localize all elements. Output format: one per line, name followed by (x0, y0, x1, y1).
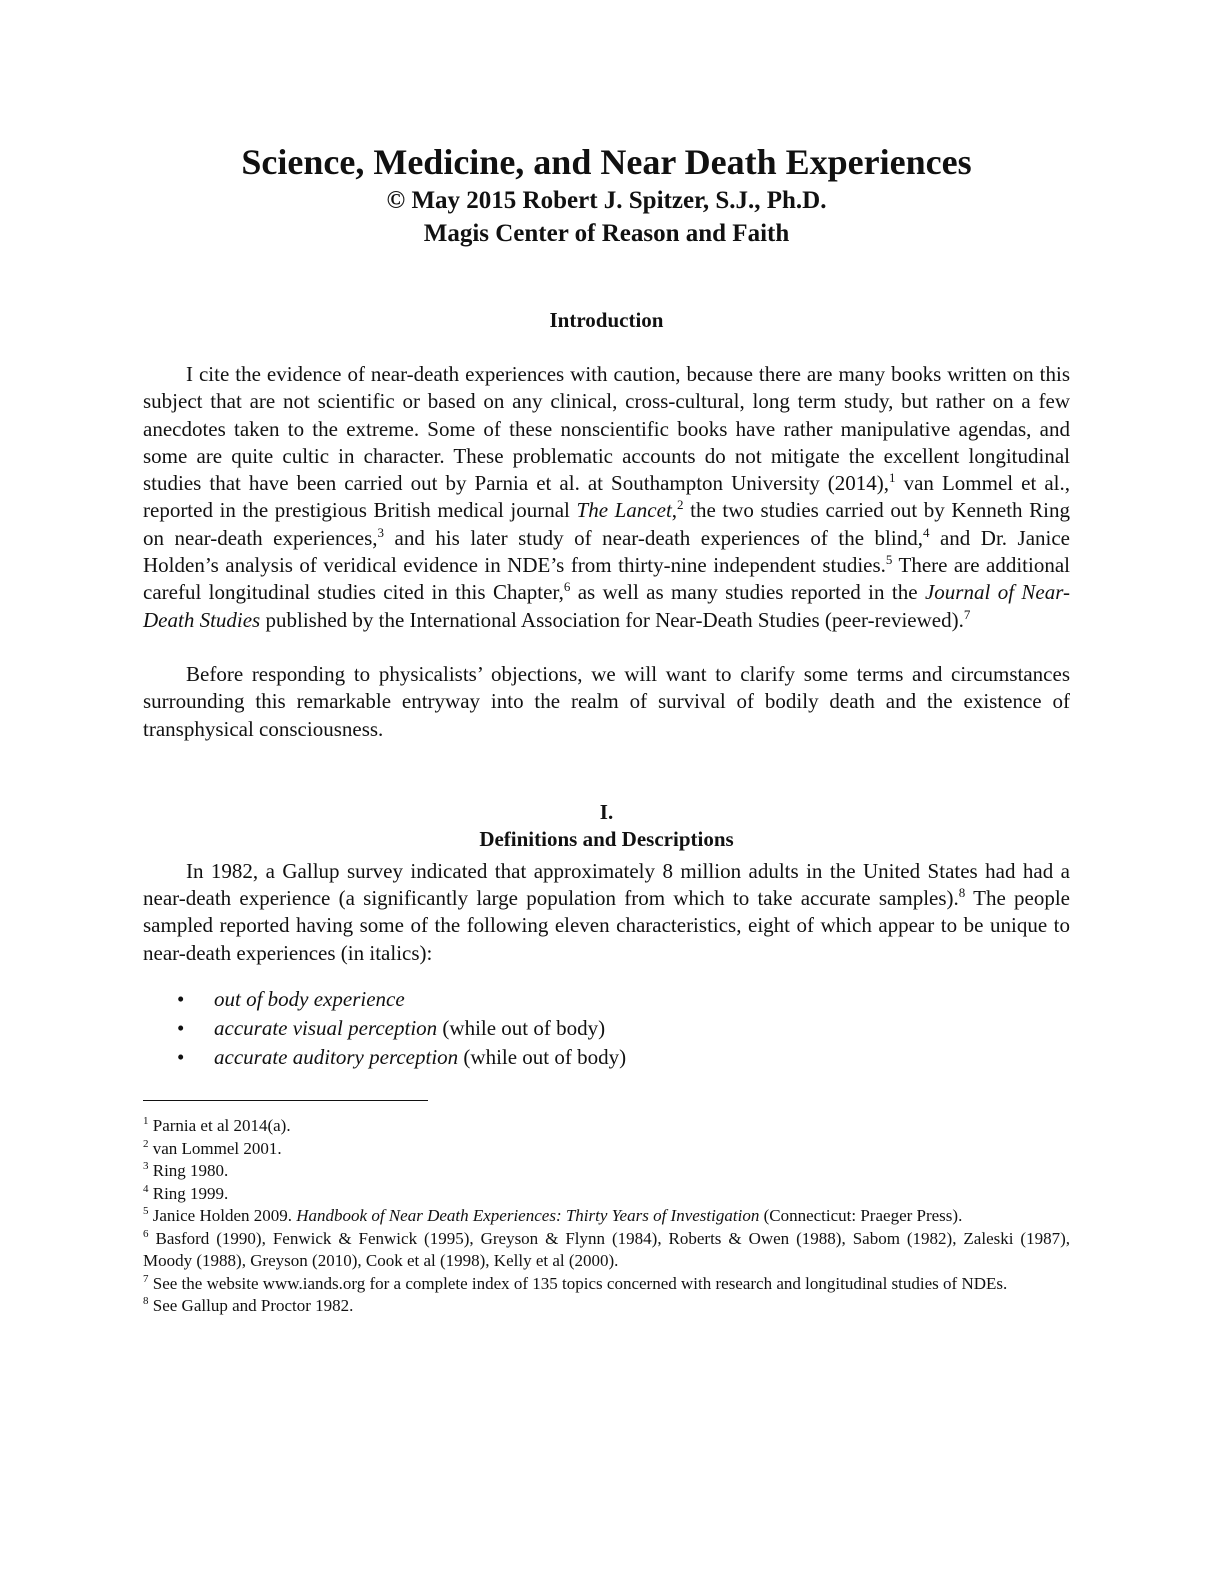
text-run: and Dr. Janice Holden’s analysis of veridical evidence in NDE’s from thirty-nine independent studies. (143, 525, 1070, 578)
text-run: In 1982, a Gallup survey indicated that approximately 8 million adults in the United States had had a near-death experience (a significantly large population from which to take accurate samples). (143, 858, 1070, 911)
footnote-number: 4 (143, 1182, 149, 1195)
list-item (143, 1014, 1070, 1043)
introduction-paragraph-2: Before responding to physicalists’ objections, we will want to clarify some terms and circumstances surrounding this remarkable entryway into the realm of survival of bodily death and the existence of transphysical consciousness. (143, 661, 1070, 741)
footnote-text: Basford (1990), Fenwick & Fenwick (1995), Greyson & Flynn (1984), Roberts & Owen (1988), Sabom (1982), Zaleski (1987), Moody (1988), Greyson (2010), Cook et al (1998), Kelly et al (2000). (143, 1228, 1071, 1271)
section-numeral: I. (599, 799, 614, 824)
footnote-text: See Gallup and Proctor 1982. (152, 1296, 354, 1316)
introduction-heading: Introduction (549, 308, 664, 332)
footnote-number: 5 (143, 1205, 149, 1218)
footnote-number: 8 (143, 1295, 149, 1308)
footnote-5 (143, 1205, 1070, 1228)
text-run: as well as many studies reported in the (570, 580, 925, 605)
text-run: , (671, 498, 678, 523)
list-item-italic: out of body experience (214, 987, 405, 1012)
copyright-line: © May 2015 Robert J. Spitzer, S.J., Ph.D. (386, 187, 827, 214)
organization-line: Magis Center of Reason and Faith (423, 220, 790, 247)
footnote-book-title: Handbook of Near Death Experiences: Thirty Years of Investigation (296, 1206, 760, 1226)
footnote-text: Parnia et al 2014(a). (152, 1116, 291, 1136)
list-item (143, 985, 1070, 1014)
list-item-text: (while out of body) (458, 1045, 627, 1070)
section-heading: Definitions and Descriptions (479, 826, 734, 851)
footnote-text: van Lommel 2001. (152, 1138, 282, 1158)
lancet-title: The Lancet (576, 498, 672, 523)
footnote-3 (143, 1160, 1070, 1183)
list-item-text: (while out of body) (437, 1016, 606, 1041)
document-title: Science, Medicine, and Near Death Experiences (241, 142, 972, 182)
footnote-text: Ring 1999. (152, 1183, 229, 1203)
footnote-6 (143, 1228, 1070, 1273)
footnote-text: Janice Holden 2009. (148, 1206, 297, 1226)
bullet-glyph: • (177, 1016, 185, 1041)
text-run: The people sampled reported having some of the following eleven characteristics, eight of which appear to be unique to near-death experiences (in italics): (143, 886, 1070, 965)
footnote-ref-2: 2 (677, 497, 684, 513)
footnote-number: 1 (143, 1115, 149, 1128)
list-item-italic: accurate visual perception (214, 1016, 438, 1041)
footnote-4 (143, 1183, 1070, 1206)
footnote-ref-8: 8 (958, 885, 966, 901)
text-run: I cite the evidence of near-death experiences with caution, because there are many books written on this subject that are not scientific or based on any clinical, cross-cultural, long term study, but rather on a few anecdotes taken to the extreme. Some of these nonscientific books have rather manipulative agendas, and some are quite cultic in character. These problematic accounts do not mitigate the excellent longitudinal studies that have been carried out by Parnia et al. at Southampton University (2014), (143, 362, 1070, 496)
footnote-7 (143, 1273, 1070, 1296)
footnote-number: 6 (143, 1227, 149, 1240)
footnote-number: 2 (143, 1137, 149, 1150)
characteristics-list (143, 985, 1070, 1072)
introduction-paragraph-1 (143, 361, 1070, 634)
footnotes (143, 1115, 1070, 1318)
list-item (143, 1043, 1070, 1072)
footnote-1 (143, 1115, 1070, 1138)
footnote-ref-7: 7 (963, 606, 971, 622)
list-item-italic: accurate auditory perception (214, 1045, 459, 1070)
page-content (143, 140, 1070, 1318)
footnote-ref-1: 1 (889, 470, 896, 486)
section-paragraph-1 (143, 858, 1070, 967)
bullet-glyph: • (177, 987, 185, 1012)
text-run: and his later study of near-death experiences of the blind, (384, 525, 923, 550)
footnote-8 (143, 1295, 1070, 1318)
text-run: the two studies carried out by Kenneth Ring on near-death experiences, (143, 498, 1070, 550)
footnote-ref-4: 4 (922, 524, 930, 540)
text-run: There are additional careful longitudinal studies cited in this Chapter, (143, 553, 1071, 605)
footnote-ref-5: 5 (885, 552, 893, 568)
footnote-ref-6: 6 (563, 579, 571, 595)
footnote-2 (143, 1138, 1070, 1161)
journal-title: Journal of Near-Death Studies (143, 580, 1070, 632)
footnote-number: 3 (143, 1160, 149, 1173)
footnote-text: Ring 1980. (152, 1161, 229, 1181)
footnote-ref-3: 3 (377, 524, 385, 540)
text-run: published by the International Association for Near-Death Studies (peer-reviewed). (260, 607, 964, 632)
bullet-glyph: • (177, 1045, 185, 1070)
footnote-text: See the website www.iands.org for a complete index of 135 topics concerned with research and longitudinal studies of NDEs. (148, 1273, 1008, 1293)
text-run: van Lommel et al., reported in the prestigious British medical journal (143, 471, 1070, 523)
footnote-text: (Connecticut: Praeger Press). (759, 1206, 963, 1226)
footnote-number: 7 (143, 1272, 149, 1285)
